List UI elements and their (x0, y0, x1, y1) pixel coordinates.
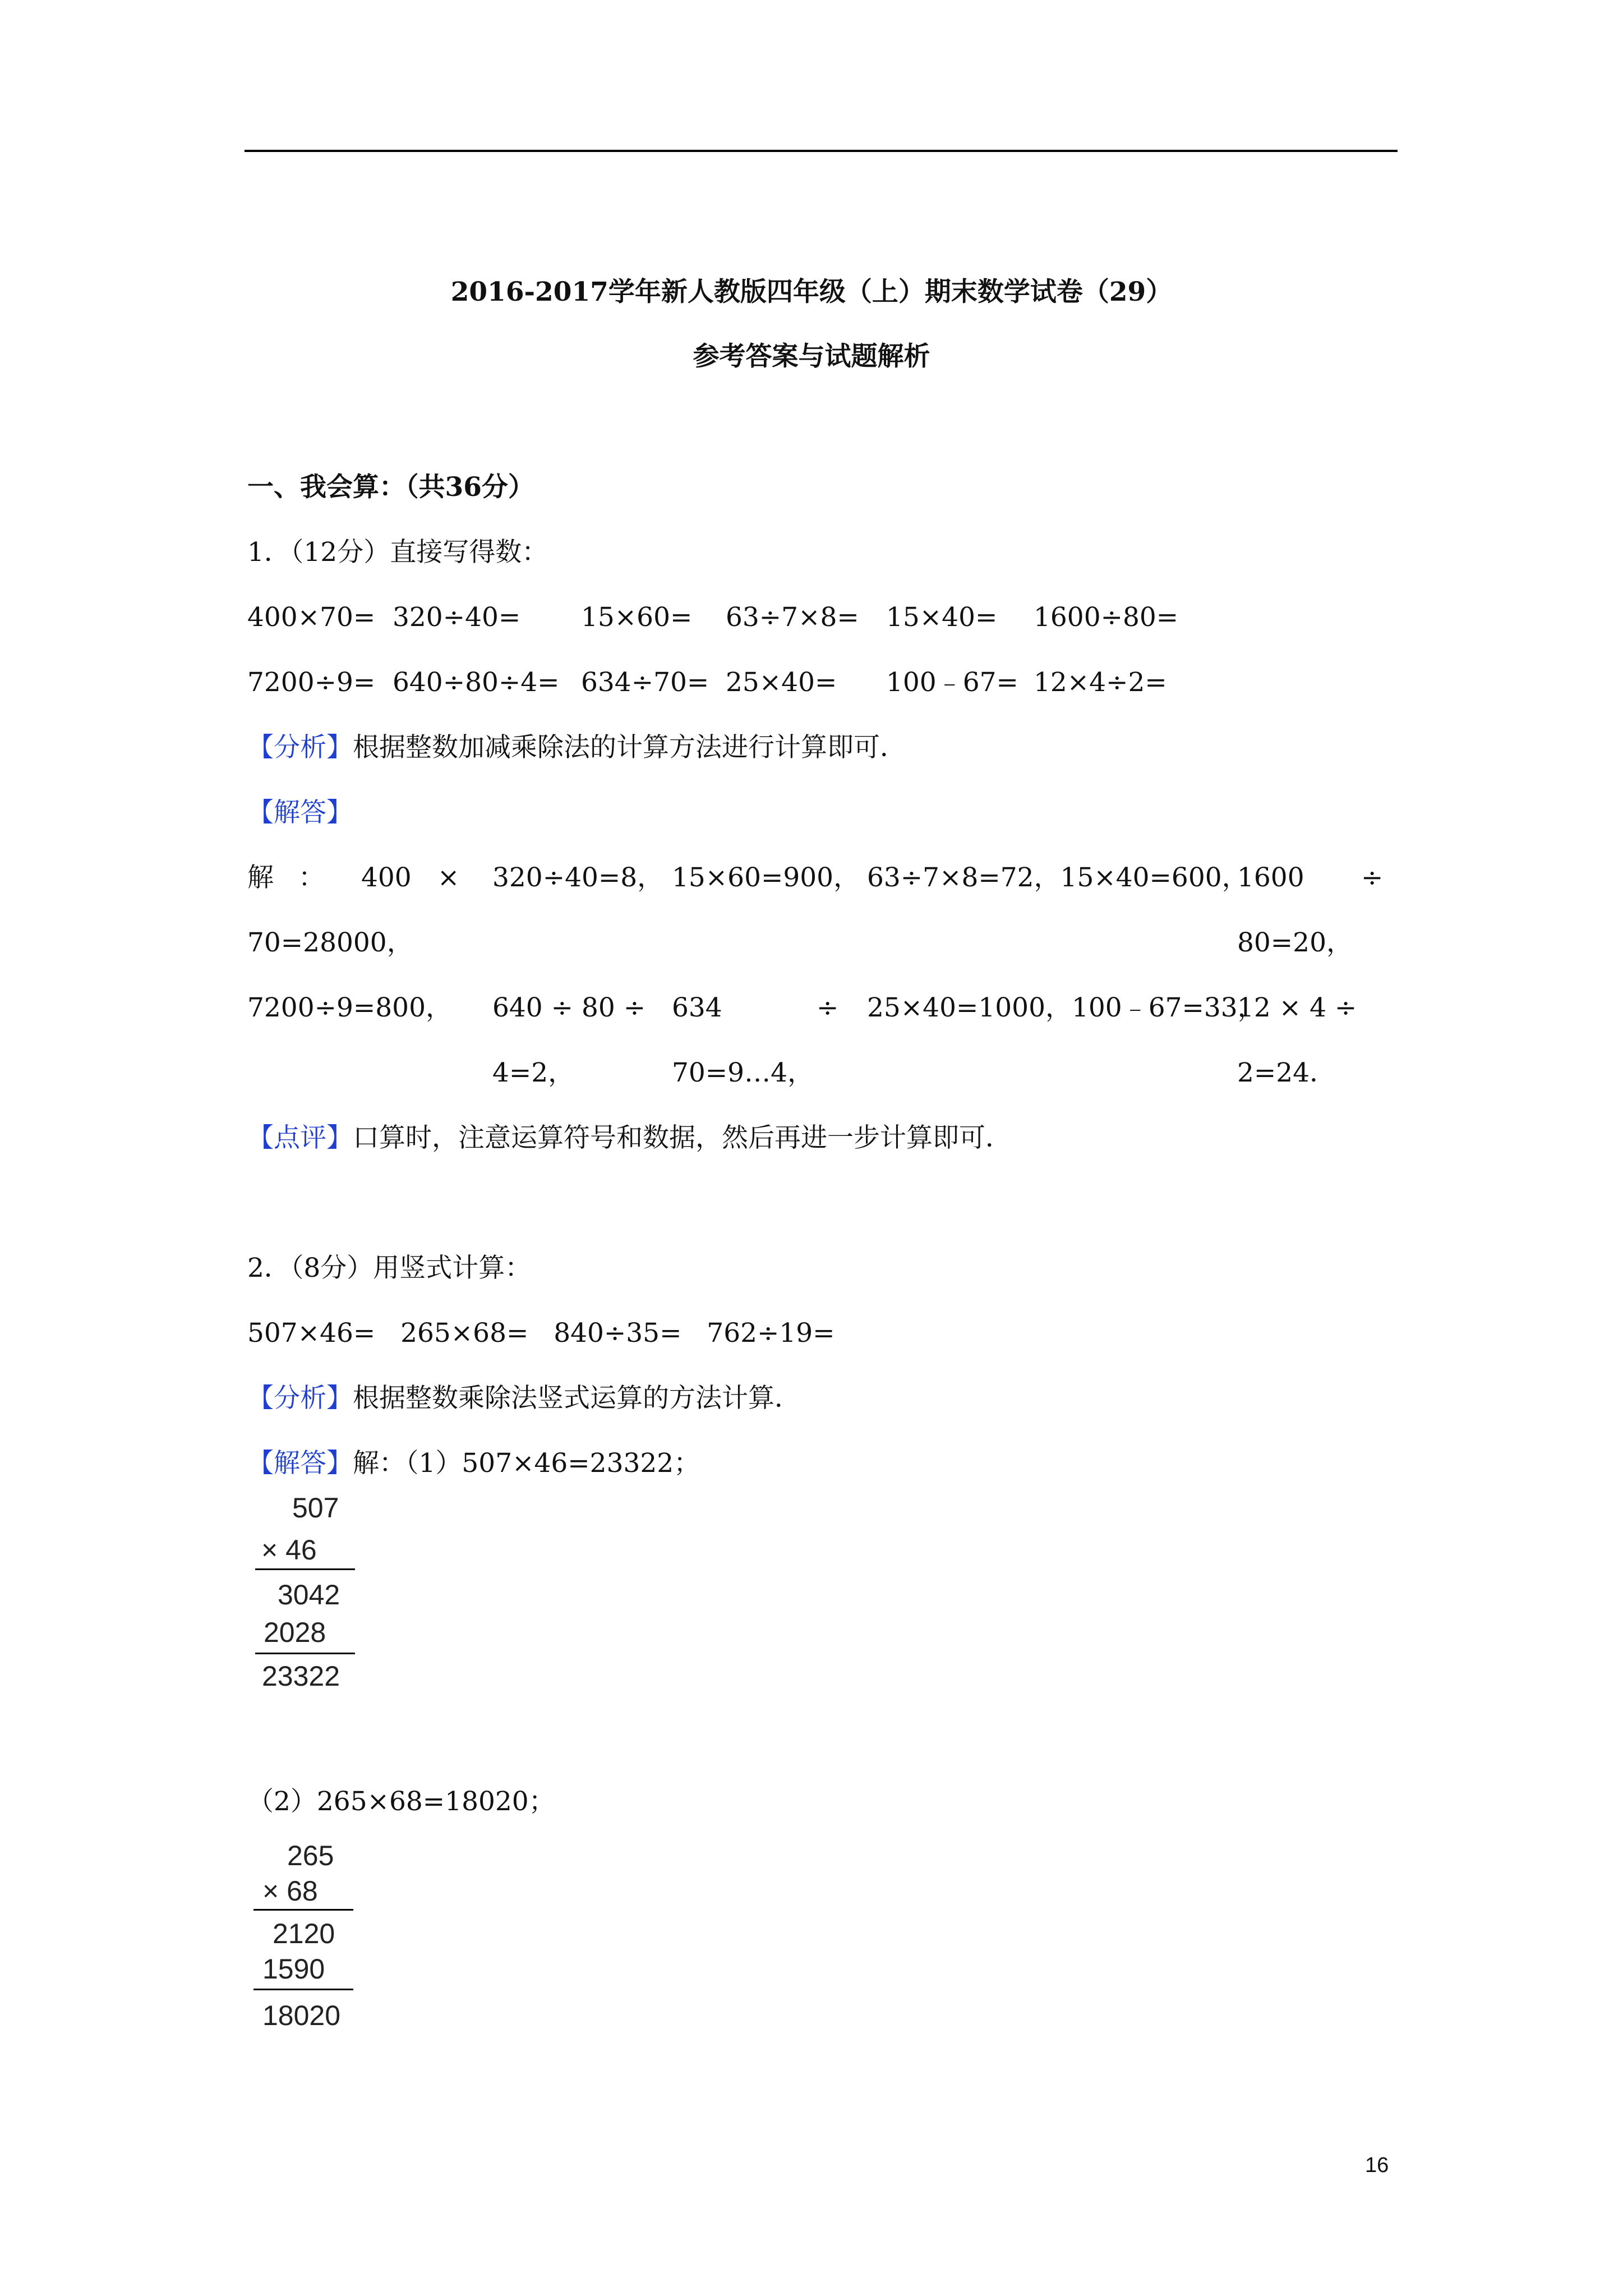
calc-top-number: 507 (292, 1492, 339, 1524)
q1-problem: 640÷80÷4= (393, 667, 560, 698)
q1-problem: 400×70= (247, 602, 376, 633)
q1-problem: 320÷40= (393, 602, 521, 633)
q2-answer-line (247, 1448, 700, 1479)
q2-answer-2: （2）265×68=18020； (247, 1786, 555, 1817)
q1-problem: 634÷70= (581, 667, 709, 698)
q1-problem: 15×60= (581, 602, 693, 633)
q1-problem: 100﹣67= (886, 667, 1018, 698)
calc-multiplier: × 46 (261, 1534, 317, 1566)
calc-partial-product: 2028 (264, 1617, 326, 1648)
calc-multiplier: × 68 (262, 1875, 318, 1907)
calc-result: 23322 (262, 1660, 340, 1692)
answer-cell: 80=20， (1237, 927, 1353, 958)
q1-problem: 15×40= (886, 602, 998, 633)
answer-cell: 70=28000， (247, 927, 413, 958)
q1-problem: 25×40= (726, 667, 837, 698)
calc-rule (255, 1568, 355, 1570)
q2-analysis (247, 1383, 801, 1414)
answer-cell: 70=9…4， (672, 1057, 814, 1088)
answer-cell: ： (298, 862, 325, 893)
answer-tag: 【解答】 (247, 797, 353, 828)
answer-cell: 2=24． (1237, 1057, 1336, 1088)
calc-result: 18020 (262, 2000, 341, 2031)
calc-partial-product: 2120 (273, 1918, 335, 1949)
answer-cell: × (437, 862, 460, 893)
analysis-text: 根据整数加减乘除法的计算方法进行计算即可． (353, 732, 906, 763)
q1-comment (247, 1122, 1012, 1153)
q1-problem: 7200÷9= (247, 667, 376, 698)
answer-cell: 634 (672, 992, 722, 1023)
calc-rule (253, 1989, 353, 1990)
answer-cell: 63÷7×8=72，15×40=600， (867, 862, 1248, 893)
answer-cell: 12 × 4 ÷ (1237, 992, 1357, 1023)
answer-cell: 15×60=900， (672, 862, 860, 893)
answer-cell: 解 (247, 862, 274, 893)
analysis-tag: 【分析】 (247, 1383, 353, 1414)
section-heading: 一、我会算：（共36分） (247, 472, 534, 503)
answer-cell: 1600 (1237, 862, 1304, 893)
comment-tag: 【点评】 (247, 1122, 353, 1153)
calc-top-number: 265 (287, 1840, 334, 1871)
question-1-stem: 1．（12分）直接写得数： (247, 537, 548, 568)
q1-problem: 1600÷80= (1034, 602, 1179, 633)
analysis-text: 根据整数乘除法竖式运算的方法计算． (353, 1383, 801, 1414)
q1-analysis (247, 734, 906, 761)
answer-tag: 【解答】 (247, 1448, 353, 1479)
answer-cell: ÷ (817, 992, 839, 1023)
answer-cell: 25×40=1000，100﹣67=33， (867, 992, 1264, 1023)
q2-problems: 507×46= 265×68= 840÷35= 762÷19= (247, 1318, 835, 1349)
calc-partial-product: 3042 (278, 1579, 340, 1611)
answer-cell: 400 (361, 862, 412, 893)
header-rule (245, 150, 1398, 152)
answer-cell: ÷ (1361, 862, 1384, 893)
answer-cell: 320÷40=8， (492, 862, 664, 893)
answer-cell: 7200÷9=800， (247, 992, 452, 1023)
page-number: 16 (1365, 2154, 1389, 2177)
document-subtitle: 参考答案与试题解析 (693, 341, 930, 372)
answer-text: 解：（1）507×46=23322； (353, 1448, 700, 1479)
comment-text: 口算时，注意运算符号和数据，然后再进一步计算即可． (353, 1122, 1012, 1153)
calc-rule (253, 1909, 353, 1911)
q1-problem: 12×4÷2= (1034, 667, 1167, 698)
calc-rule (255, 1653, 355, 1654)
q1-problem: 63÷7×8= (726, 602, 859, 633)
document-title: 2016-2017学年新人教版四年级（上）期末数学试卷（29） (450, 277, 1173, 307)
answer-cell: 4=2， (492, 1057, 575, 1088)
calc-partial-product: 1590 (262, 1953, 325, 1985)
analysis-tag: 【分析】 (247, 732, 353, 763)
question-2-stem: 2．（8分）用竖式计算： (247, 1253, 532, 1283)
answer-cell: 640 ÷ 80 ÷ (492, 992, 646, 1023)
